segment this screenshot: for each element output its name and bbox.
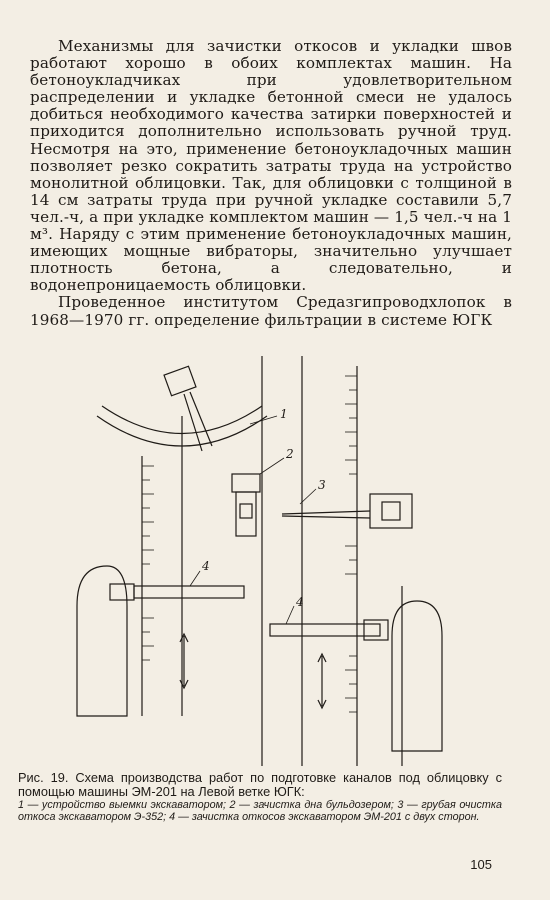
- paragraph: Механизмы для зачистки откосов и укладки швов работают хорошо в обоих комплектах машин. На бетоноукладчиках при удовлетворительном распределении и укладке бетонной смеси не удалось добиться необходимого качества затирки поверхностей и приходится дополнительно использовать ручной труд. Несмотря на это, применение бетоноукладочных машин позволяет резко сократить затраты труда на устройство монолитной облицовки. Так, для облицовки с толщиной в 14 см затраты труда при ручной укладке составили 5,7 чел.-ч, а при укладке комплектом машин — 1,5 чел.-ч на 1 м³. Наряду с этим применение бетоноукладочных машин, имеющих мощные вибраторы, значительно улучшает плотность бетона, а следовательно, и водонепроницаемость облицовки.: [30, 37, 512, 295]
- callout-label: 3: [318, 478, 326, 492]
- right-slope-profile: [392, 601, 442, 751]
- page-number: 105: [470, 857, 492, 872]
- body-text: [30, 38, 512, 329]
- excavator-body-icon: [164, 366, 196, 396]
- figure-callouts: [190, 407, 326, 624]
- callout-label: 2: [286, 447, 294, 461]
- caption-title: Рис. 19. Схема производства работ по подготовке каналов под облицовку с помощью машины ЭМ-201 на Левой ветке ЮГК:: [18, 770, 502, 799]
- left-slope-profile: [77, 566, 127, 716]
- em201-boom-left: [134, 586, 244, 598]
- callout-label: 1: [280, 407, 288, 421]
- bulldozer-blade-icon: [232, 474, 260, 492]
- callout-label: 4: [296, 595, 304, 609]
- paragraph: Проведенное институтом Средазгипроводхлопок в 1968—1970 гг. определение фильтрации в системе ЮГК: [30, 293, 512, 329]
- bulldozer-body-icon: [236, 492, 256, 536]
- figure-caption: [18, 771, 502, 824]
- excavator-e352-icon: [370, 494, 412, 528]
- caption-legend: 1 — устройство выемки экскаватором; 2 — зачистка дна бульдозером; 3 — грубая очистка откоса экскаватором Э-352; 4 — зачистка откосов экскаватором ЭМ-201 с двух сторон.: [18, 799, 502, 824]
- callout-label: 4: [202, 559, 210, 573]
- figure-19-diagram: [72, 356, 452, 766]
- em201-right-machine-icon: [364, 620, 388, 640]
- em201-left-machine-icon: [110, 584, 134, 600]
